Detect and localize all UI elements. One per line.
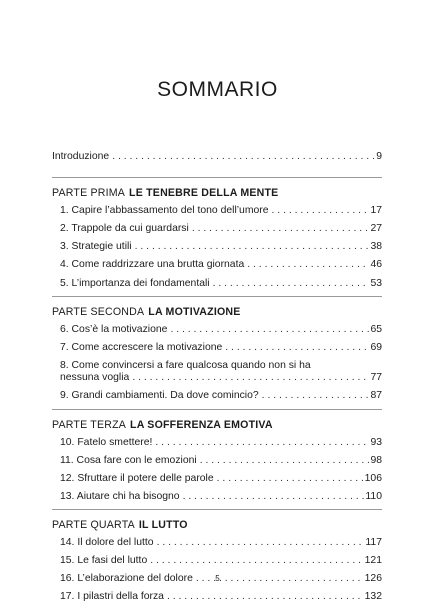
dot-leader xyxy=(170,324,369,336)
chapter-label: 14. Il dolore del lutto xyxy=(60,537,154,549)
chapter-page: 117 xyxy=(365,537,382,549)
chapter-label: 17. I pilastri della forza xyxy=(60,591,164,603)
toc-chapter xyxy=(52,491,382,503)
part-heading xyxy=(52,519,382,532)
dot-leader xyxy=(167,591,364,603)
chapter-label: 3. Strategie utili xyxy=(60,241,132,253)
chapter-page: 53 xyxy=(370,277,382,289)
chapter-page: 17 xyxy=(370,205,382,217)
dot-leader xyxy=(200,455,370,467)
chapter-label: 6. Cos’è la motivazione xyxy=(60,323,168,335)
toc-chapter xyxy=(52,223,382,235)
dot-leader xyxy=(272,205,370,217)
toc-part-4 xyxy=(52,509,382,603)
chapter-label: 12. Sfruttare il potere delle parole xyxy=(60,472,214,484)
part-name: PARTE QUARTA xyxy=(52,519,135,532)
part-name: PARTE TERZA xyxy=(52,418,127,431)
chapter-label: 8. Come convincersi a fare qualcosa quando non si ha xyxy=(60,359,311,371)
toc-chapter xyxy=(52,473,382,485)
chapter-page: 106 xyxy=(364,472,382,484)
divider xyxy=(52,509,382,510)
dot-leader xyxy=(155,437,369,449)
dot-leader xyxy=(192,223,370,235)
toc-entry-page: 9 xyxy=(376,151,382,162)
chapter-label: 15. Le fasi del lutto xyxy=(60,555,148,567)
toc-chapter xyxy=(52,205,382,217)
toc-chapter xyxy=(52,555,382,567)
chapter-page: 38 xyxy=(370,241,382,253)
toc-entry-label: Introduzione xyxy=(52,151,110,162)
dot-leader xyxy=(150,555,363,567)
divider xyxy=(52,409,382,410)
chapter-page: 69 xyxy=(370,341,382,353)
chapter-page: 93 xyxy=(370,436,382,448)
dot-leader xyxy=(135,241,370,253)
page-number: 5 xyxy=(215,574,220,583)
part-heading xyxy=(52,187,382,200)
chapter-page: 132 xyxy=(364,591,382,603)
dot-leader xyxy=(217,473,364,485)
chapter-page: 121 xyxy=(364,555,382,567)
part-name: PARTE PRIMA xyxy=(52,187,126,200)
chapter-label-continuation-row xyxy=(60,372,382,384)
chapter-label: 9. Grandi cambiamenti. Da dove comincio? xyxy=(60,390,259,402)
chapter-label: 10. Fatelo smettere! xyxy=(60,436,153,448)
chapter-label: 7. Come accrescere la motivazione xyxy=(60,341,223,353)
chapter-page: 46 xyxy=(370,259,382,271)
dot-leader xyxy=(262,390,370,402)
chapter-page: 65 xyxy=(370,323,382,335)
chapter-page: 77 xyxy=(370,372,382,384)
dot-leader xyxy=(225,342,369,354)
toc-chapter xyxy=(52,591,382,603)
part-title: LA MOTIVAZIONE xyxy=(148,305,241,318)
toc-chapter xyxy=(52,278,382,290)
part-heading xyxy=(52,306,382,319)
chapter-label: 2. Trappole da cui guardarsi xyxy=(60,223,189,235)
toc-chapter xyxy=(52,360,382,385)
toc-chapter xyxy=(52,342,382,354)
toc-part-2 xyxy=(52,296,382,403)
chapter-label: 11. Cosa fare con le emozioni xyxy=(60,454,197,466)
toc-part-1 xyxy=(52,177,382,290)
toc-chapter xyxy=(52,324,382,336)
dot-leader xyxy=(183,491,365,503)
table-of-contents xyxy=(52,151,382,610)
page-title: SOMMARIO xyxy=(157,78,278,102)
divider xyxy=(52,177,382,178)
dot-leader xyxy=(132,372,369,384)
part-title: LA SOFFERENZA EMOTIVA xyxy=(130,418,273,431)
dot-leader xyxy=(247,259,369,271)
chapter-label: 16. L’elaborazione del dolore xyxy=(60,573,193,585)
toc-chapter xyxy=(52,259,382,271)
dot-leader xyxy=(112,151,375,163)
toc-chapter xyxy=(52,241,382,253)
toc-entry-introduzione xyxy=(52,151,382,163)
toc-part-3 xyxy=(52,409,382,503)
dot-leader xyxy=(157,537,365,549)
part-heading xyxy=(52,419,382,432)
divider xyxy=(52,296,382,297)
part-title: IL LUTTO xyxy=(138,519,188,532)
toc-chapter xyxy=(52,437,382,449)
part-name: PARTE SECONDA xyxy=(52,305,145,318)
chapter-page: 126 xyxy=(364,573,382,585)
chapter-label: 5. L’importanza dei fondamentali xyxy=(60,277,210,289)
dot-leader xyxy=(213,278,370,290)
chapter-page: 87 xyxy=(370,390,382,402)
part-title: LE TENEBRE DELLA MENTE xyxy=(129,187,279,200)
chapter-label: 13. Aiutare chi ha bisogno xyxy=(60,490,180,502)
chapter-label-continuation: nessuna voglia xyxy=(60,372,130,384)
toc-chapter xyxy=(52,455,382,467)
chapter-page: 98 xyxy=(370,454,382,466)
chapter-page: 110 xyxy=(365,490,382,502)
chapter-label: 4. Come raddrizzare una brutta giornata xyxy=(60,259,245,271)
chapter-label: 1. Capire l’abbassamento del tono dell’umore xyxy=(60,205,269,217)
toc-chapter xyxy=(52,537,382,549)
chapter-page: 27 xyxy=(370,223,382,235)
toc-chapter xyxy=(52,390,382,402)
